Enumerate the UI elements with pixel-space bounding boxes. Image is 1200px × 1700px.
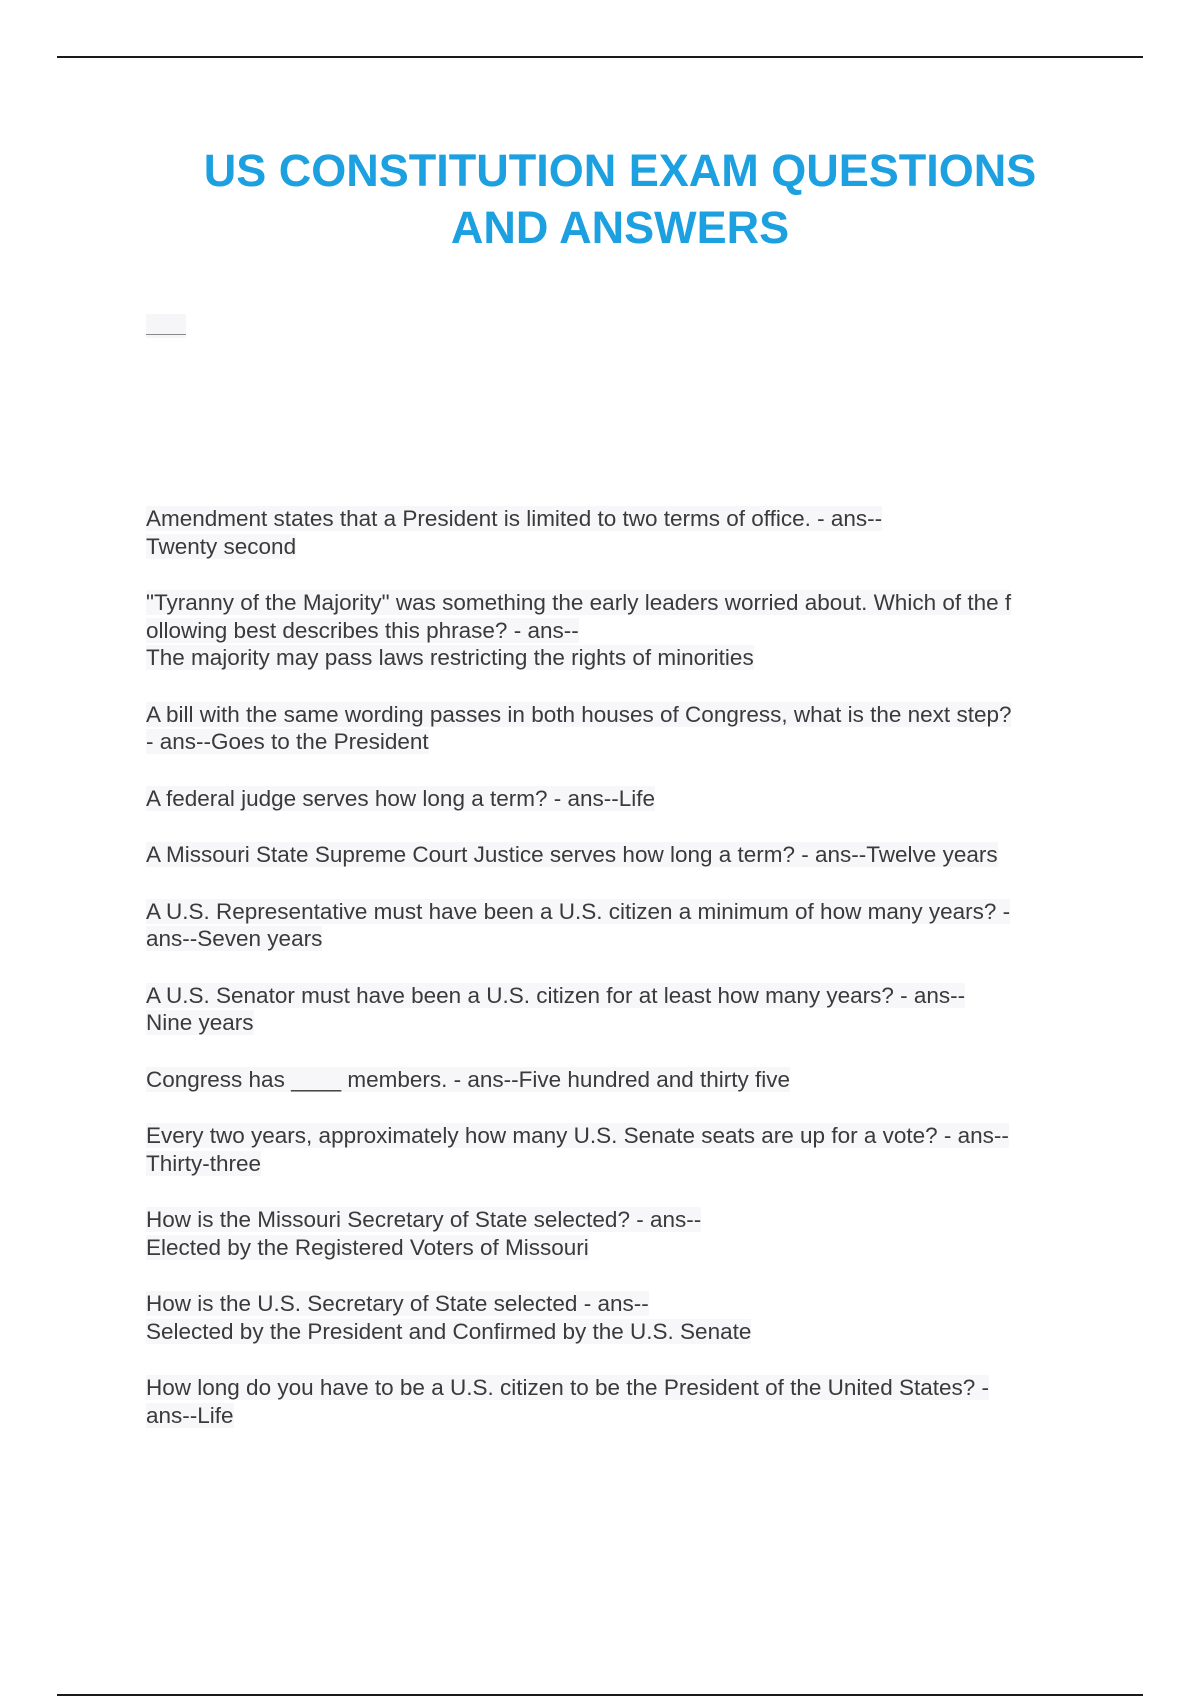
qa-item (146, 785, 1086, 813)
qa-item (146, 1374, 1086, 1429)
qa-list (146, 505, 1086, 1458)
qa-text: A U.S. Representative must have been a U.S. citizen a minimum of how many years? - ans--Seven years (146, 898, 1011, 951)
qa-text: Amendment states that a President is limited to two terms of office. - ans-- Twenty second (146, 506, 883, 559)
footer-rule (57, 1694, 1143, 1696)
qa-text: A bill with the same wording passes in both houses of Congress, what is the next step? - ans--Goes to the President (146, 701, 1012, 754)
qa-item (146, 898, 1086, 953)
qa-text: How long do you have to be a U.S. citizen to be the President of the United States? - ans--Life (146, 1375, 990, 1428)
qa-item (146, 1206, 1086, 1261)
qa-text: A federal judge serves how long a term? - ans--Life (146, 785, 656, 811)
qa-text: How is the Missouri Secretary of State selected? - ans-- Elected by the Registered Voters of Missouri (146, 1207, 702, 1260)
qa-text: Every two years, approximately how many U.S. Senate seats are up for a vote? - ans-- Thirty-three (146, 1123, 1009, 1176)
qa-item (146, 505, 1086, 560)
document-title: US CONSTITUTION EXAM QUESTIONS AND ANSWERS (203, 145, 1037, 253)
qa-text: A Missouri State Supreme Court Justice serves how long a term? - ans--Twelve years (146, 842, 998, 867)
qa-item (146, 1122, 1086, 1177)
blank-underline (146, 314, 186, 338)
qa-text: "Tyranny of the Majority" was something the early leaders worried about. Which of the f ollowing best describes this phrase? - ans-- The majority may pass laws restricting the rights of minorities (146, 590, 1012, 670)
qa-item (146, 1066, 1086, 1094)
qa-item (146, 701, 1086, 756)
qa-item (146, 589, 1086, 672)
qa-item (146, 1290, 1086, 1345)
header-rule (57, 56, 1143, 58)
qa-item (146, 841, 1086, 869)
qa-item (146, 982, 1086, 1037)
qa-text: How is the U.S. Secretary of State selected - ans-- Selected by the President and Confirmed by the U.S. Senate (146, 1291, 752, 1344)
qa-text: Congress has ____ members. - ans--Five hundred and thirty five (146, 1066, 791, 1092)
qa-text: A U.S. Senator must have been a U.S. citizen for at least how many years? - ans-- Nine years (146, 982, 966, 1035)
